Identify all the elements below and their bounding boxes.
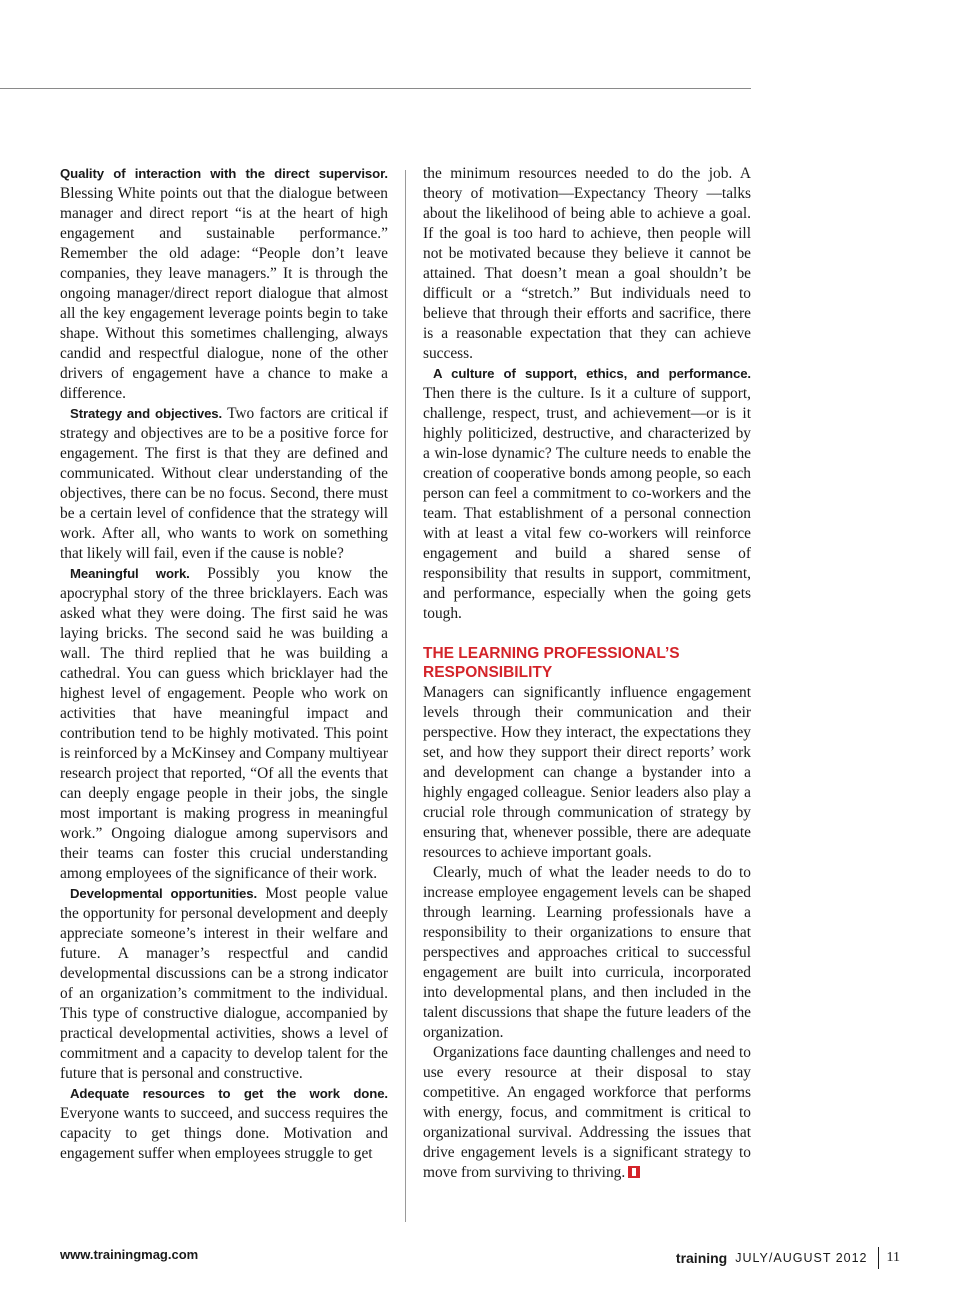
lead-resources: Adequate resources to get the work done.: [70, 1086, 388, 1101]
header-rule: [0, 88, 751, 89]
paragraph-developmental: [60, 884, 388, 1084]
text-developmental: Most people value the opportunity for personal development and deeply appreciate someone’s interest in their welfare and future. A manager’s respectful and candid developmental discussions can be a strong indicator of an organization’s commitment to the individual. This type of constructive dialogue, accompanied by practical developmental activities, shows a level of commitment and a capacity to develop talent for the future that is personal and constructive.: [60, 885, 388, 1082]
paragraph-meaningful-work: [60, 564, 388, 884]
lead-meaningful-work: Meaningful work.: [70, 566, 190, 581]
text-strategy: Two factors are critical if strategy and objectives are to be a positive force for engagement. The first is that they are defined and communicated. Without clear understanding of the objectives, there can be no focus. Second, there must be a certain level of confidence that the strategy will work. After all, who wants to work on something that likely will fail, even if the cause is noble?: [60, 405, 388, 562]
section-heading: THE LEARNING PROFESSIONAL’S RESPONSIBILITY: [423, 645, 680, 681]
lead-strategy: Strategy and objectives.: [70, 406, 223, 421]
paragraph-managers: Managers can significantly influence engagement levels through their communication and their perspective. How they interact, the expectations they set, and how they support their direct reports’ work and development can change a bystander into a highly engaged colleague. Senior leaders also play a crucial role through communication of strategy by ensuring that, whenever possible, there are adequate resources to achieve important goals.: [423, 684, 751, 861]
lead-developmental: Developmental opportunities.: [70, 886, 258, 901]
footer-brand: training: [675, 1250, 728, 1266]
paragraph-culture: [423, 364, 751, 624]
paragraph-resources-continued: the minimum resources needed to do the job. A theory of motivation—Expectancy Theory —talks about the likelihood of being able to achieve a goal. If the goal is too hard to achieve, then people will not be motivated because they believe it cannot be attained. That doesn’t mean a goal shouldn’t be difficult or a “stretch.” But individuals need to believe that through their efforts and sacrifice, there is a reasonable expectation that they can achieve success.: [423, 165, 751, 362]
paragraph-learning: Clearly, much of what the leader needs to do to increase employee engagement levels can be shaped through learning. Learning professionals have a responsibility to their organizations to ensure that perspectives and approaches critical to successful engagement are built into curricula, incorporated into developmental plans, and then included in the talent discussions that shape the future leaders of the organization.: [423, 864, 751, 1041]
footer-separator: [878, 1247, 879, 1269]
paragraph-resources: [60, 1084, 388, 1164]
text-meaningful-work: Possibly you know the apocryphal story of the three bricklayers. Each was asked what they were doing. The first said he was laying bricks. The second said he was building a wall. The third replied that he was building a cathedral. You can guess which bricklayer had the highest level of engagement. People who work on activities that have meaningful impact and contribution tend to be highly motivated. This point is reinforced by a McKinsey and Company multiyear research project that reported, “Of all the events that can deeply engage people in their jobs, the single most important is making progress in meaningful work.” Ongoing dialogue among supervisors and their teams can foster this crucial understanding among employees of the significance of their work.: [60, 565, 388, 882]
lead-supervisor: Quality of interaction with the direct supervisor.: [60, 166, 388, 181]
text-organizations: Organizations face daunting challenges and need to use every resource at their disposal to stay competitive. An engaged workforce that performs with energy, focus, and commitment is critical to organizational survival. Addressing the issues that drive engagement levels is a significant strategy to move from surviving to thriving.: [423, 1044, 751, 1181]
text-culture: Then there is the culture. Is it a culture of support, challenge, respect, trust, and achievement—or is it highly politicized, destructive, and characterized by a win-lose dynamic? The culture needs to enable the creation of cooperative bonds among people, so each person can feel a commitment to co-workers and the team. That establishment of a personal connection with at least a vital few co-workers will reinforce engagement and build a shared sense of responsibility that results in support, commitment, and performance, especially when the going gets tough.: [423, 385, 751, 622]
footer-url[interactable]: www.trainingmag.com: [60, 1247, 199, 1262]
paragraph-strategy: [60, 404, 388, 564]
column-divider: [405, 170, 406, 1222]
lead-culture: A culture of support, ethics, and performance.: [433, 366, 751, 381]
footer-folio: [676, 1247, 900, 1269]
text-resources: Everyone wants to succeed, and success requires the capacity to get things done. Motivation and engagement suffer when employees struggle to get: [60, 1105, 388, 1162]
paragraph-supervisor: [60, 164, 388, 404]
right-column: [423, 164, 751, 1183]
training-logo-end-mark-icon: [628, 1166, 640, 1178]
text-supervisor: Blessing White points out that the dialogue between manager and direct report “is at the heart of high engagement and sustainable performance.” Remember the old adage: “People don’t leave companies, they leave managers.” It is through the ongoing manager/direct report dialogue that almost all the key engagement leverage points begin to take shape. Without this sometimes challenging, always candid and respectful dialogue, none of the other drivers of engagement have a chance to make a difference.: [60, 185, 388, 402]
page-number: 11: [886, 1250, 900, 1265]
paragraph-organizations: [423, 1043, 751, 1183]
footer-issue: JULY/AUGUST 2012: [735, 1251, 868, 1265]
left-column: [60, 164, 388, 1164]
